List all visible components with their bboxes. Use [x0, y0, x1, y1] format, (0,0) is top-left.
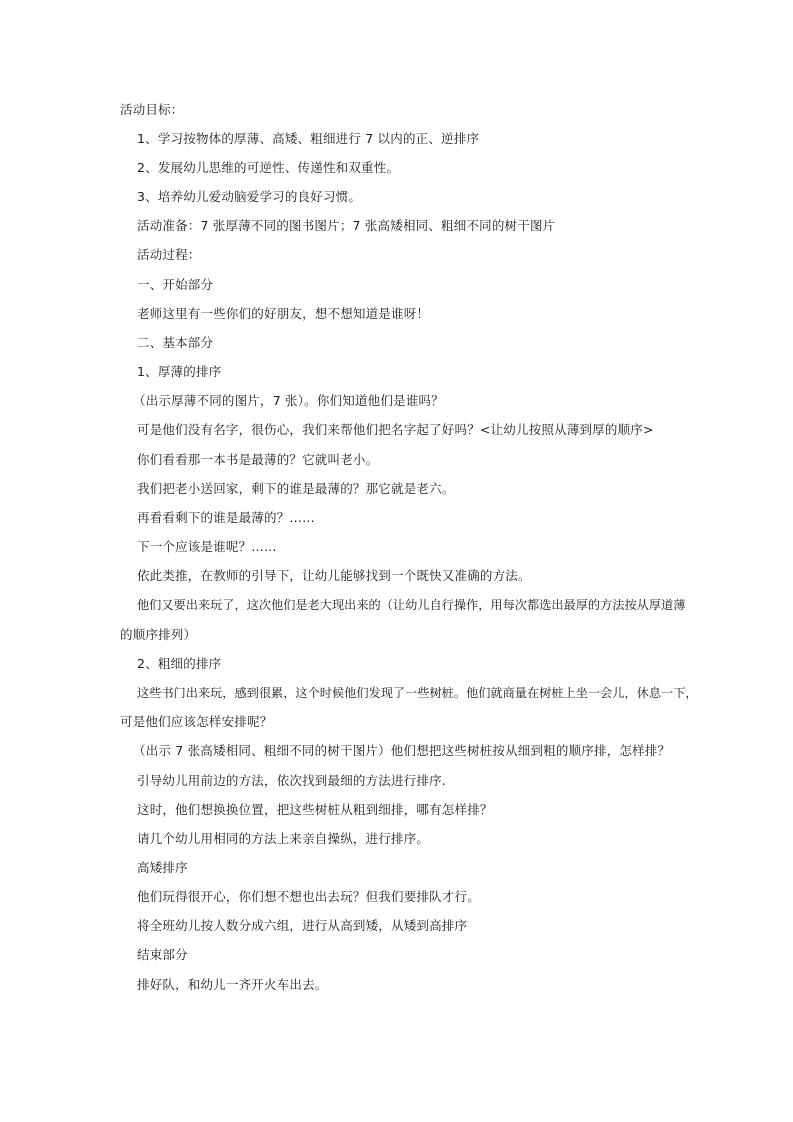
part1-text: 老师这里有一些你们的好朋友，想不想知道是谁呀！ — [137, 306, 430, 321]
sec1-line-3: 你们看看那一本书是最薄的？它就叫老小。 — [137, 452, 379, 467]
preparation-text: 活动准备：7 张厚薄不同的图书图片；7 张高矮相同、粗细不同的树干图片 — [137, 218, 556, 233]
goal-item-3: 3、培养幼儿爱动脑爱学习的良好习惯。 — [137, 189, 362, 204]
sec3-line-2: 将全班幼儿按人数分成六组，进行从高到矮，从矮到高排序 — [137, 918, 468, 933]
sec2-line-1: 这些书门出来玩，感到很累，这个时候他们发现了一些树桩。他们就商量在树桩上坐一会儿，休息一下， — [137, 686, 698, 700]
part1-heading: 一、开始部分 — [137, 277, 214, 292]
goal-item-1: 1、学习按物体的厚薄、高矮、粗细进行 7 以内的正、逆排序 — [137, 131, 480, 146]
sec1-line-2: 可是他们没有名字，很伤心，我们来帮他们把名字起了好吗？<让幼儿按照从薄到厚的顺序> — [137, 422, 654, 437]
sec3-line-1: 他们玩得很开心，你们想不想也出去玩？但我们要排队才行。 — [137, 889, 480, 904]
sec1-line-5: 再看看剩下的谁是最薄的？…… — [137, 510, 315, 525]
sec2-line-6: 请几个幼儿用相同的方法上来亲自操纵，进行排序。 — [137, 831, 430, 846]
sec2-line-4: 引导幼儿用前边的方法，依次找到最细的方法进行排序. — [137, 773, 446, 788]
process-heading: 活动过程： — [137, 247, 201, 262]
goals-heading: 活动目标： — [120, 102, 184, 117]
sec2-line-3: （出示 7 张高矮相同、粗细不同的树干图片）他们想把这些树桩按从细到粗的顺序排，怎样排？ — [133, 743, 671, 758]
sec1-heading: 1、厚薄的排序 — [137, 364, 222, 379]
sec2-line-2: 可是他们应该怎样安排呢？ — [120, 714, 273, 729]
sec2-line-5: 这时，他们想换换位置，把这些树桩从粗到细排，哪有怎样排？ — [137, 802, 493, 817]
sec1-line-8: 他们又要出来玩了，这次他们是老大现出来的（让幼儿自行操作，用每次都选出最厚的方法按从厚道薄 — [137, 598, 686, 612]
sec2-heading: 2、粗细的排序 — [137, 656, 222, 671]
sec1-line-1: （出示厚薄不同的图片，7 张）。你们知道他们是谁吗？ — [133, 393, 444, 408]
sec1-line-9: 的顺序排列） — [120, 627, 197, 642]
ending-text: 排好队，和幼儿一齐开火车出去。 — [137, 977, 328, 992]
ending-heading: 结束部分 — [137, 947, 188, 962]
sec1-line-4: 我们把老小送回家，剩下的谁是最薄的？那它就是老六。 — [137, 481, 455, 496]
sec1-line-7: 依此类推，在教师的引导下，让幼儿能够找到一个既快又准确的方法。 — [137, 568, 531, 583]
goal-item-2: 2、发展幼儿思维的可逆性、传递性和双重性。 — [137, 160, 400, 175]
part2-heading: 二、基本部分 — [137, 335, 214, 350]
sec1-line-6: 下一个应该是谁呢？…… — [137, 539, 277, 554]
sec3-heading: 高矮排序 — [137, 860, 188, 875]
